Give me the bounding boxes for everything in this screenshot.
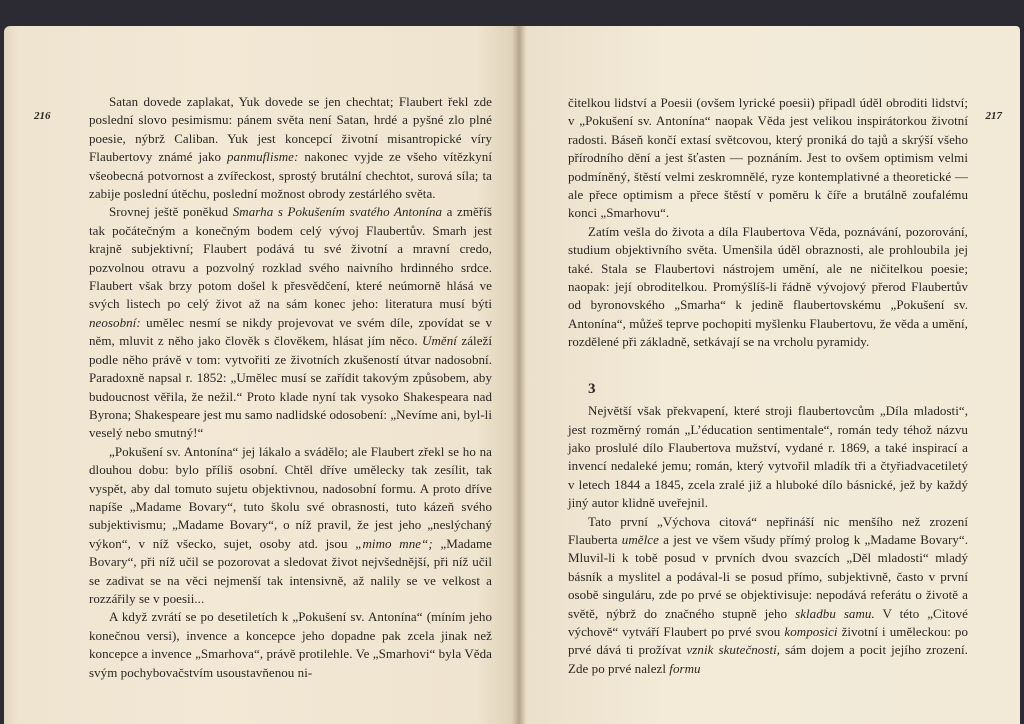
open-book <box>4 26 1020 724</box>
right-page-text <box>568 94 968 678</box>
left-page <box>4 26 518 724</box>
paragraph: Srovnej ještě poněkud Smarha s Pokušením svatého Antonína a změříš tak počátečným a konečným bodem celý vývoj Flaubertův. Smarh jest krajně subjektivní; Flaubert podává tu své životní a mravní credo, pozvolnou otravu a pozvolný rozklad svého naivního hrdinného srdce. Flaubert však brzy potom došel k přesvědčení, které neúmorně hlásá ve svých listech po celý život až na sám konec jeho: literatura musí býti neosobní: umělec nesmí se nikdy projevovat ve svém díle, zpovídat se v něm, mluvit z něho jako člověk s člověkem, hlásat jím něco. Umění záleží podle něho právě v tom: vytvořiti ze životních zkušeností útvar nadosobní. Paradoxně napsal r. 1852: „Umělec musí se zařídit takovým způsobem, aby budoucnost věřila, že nežil.“ Proto klade nyní tak vysoko Shakespeara nad Byrona; Shakespeare jest mu samo nadlidské odosobení: „Nevíme ani, byl-li veselý nebo smutný!“ <box>89 204 492 441</box>
paragraph: Satan dovede zaplakat, Yuk dovede se jen chechtat; Flaubert řekl zde poslední slovo pesimismu: pánem světa není Satan, hrdé a pyšné zlo plné poesie, nýbrž Caliban. Yuk jest koncepcí životní misantropické víry Flaubertovy známé jako panmuflisme: nakonec vyjde ze všeho vítězkyní všeobecná potvornost a zvířeckost, sprostý brutální chechtot, surová síla; ta zabije poslední útěchu, poslední možnost obrody zestárlého světa. <box>89 94 492 202</box>
paragraph: čitelkou lidství a Poesii (ovšem lyrické poesii) připadl úděl obroditi lidství; v „Pokušení sv. Antonína“ naopak Věda jest velikou inspirátorkou životní radosti. Báseň končí extasí světcovou, který proniká do tajů a skrýší všeho přírodního dění a jest šťasten — poznáním. Jest to ovšem optimism velmi podmíněný, štěstí velmi zeskromnělé, ryze kontemplativné a theoretické — ale přece optimism a přece štěstí v poměru k číře a brutálně zoufalému konci „Smarhovu“. <box>568 95 968 221</box>
left-page-text <box>89 93 492 682</box>
section-number: 3 <box>588 380 596 397</box>
paragraph: Největší však překvapení, které stroji flaubertovcům „Díla mladosti“, jest rozměrný román „L’éducation sentimentale“, román tedy téhož názvu jako proslulé dílo Flaubertova mužství, vydané r. 1869, a také inspirací a invencí nedaleké jemu; román, který vytvořil mladík tři a čtyřiadvacetiletý v letech 1844 a 1845, zcela zralé již a hluboké dílo básnické, jež by každý jiný autor klidně uveřejnil. <box>568 403 968 511</box>
page-number-left: 216 <box>34 110 51 122</box>
paragraph: Zatím vešla do života a díla Flaubertova Věda, poznávání, pozorování, studium objektivního světa. Umenšila úděl obraznosti, ale prohloubila jej také. Stala se Flaubertovi nástrojem umění, ale ne ničitelkou poesie; naopak: její obroditelkou. Promýšlíš-li řádně vývojový přerod Flaubertův od byronovského „Smarha“ k jedině flaubertovskému „Pokušení sv. Antonína“, můžeš teprve pochopiti myšlenku Flaubertovu, že věda a umění, rozdělené při základně, setkávají se na vrcholu pyramidy. <box>568 223 968 350</box>
right-page <box>518 26 1020 724</box>
paragraph: A když zvrátí se po desetiletích k „Pokušení sv. Antonína“ (míním jeho konečnou versi), invence a koncepce jeho dopadne pak zcela jinak než koncepce a invence „Smarhova“, právě protilehle. Ve „Smarhovi“ byla Věda svým pochybovačstvím usoustavňenou ni- <box>89 609 492 680</box>
page-number-right: 217 <box>985 110 1002 122</box>
paragraph: Tato první „Výchova citová“ nepřináší nic menšího než zrození Flauberta umělce a jest ve všem všudy přímý prolog k „Madame Bovary“. Mluvil-li k tobě posud v prvních dvou svazcích „Děl mladosti“ mladý básník a myslitel a podával-li se posud přímo, subjektivně, často v první osobě singuláru, zde po prvé se objektivisuje: nepodává referátu o životě a světě, nýbrž do značného stupně jeho skladbu samu. V této „Citové výchově“ vytváří Flaubert po prvé svou komposici životní i uměleckou: po prvé dává ti prožívat vznik skutečnosti, sám dojem a pocit jejího zrození. Zde po prvé nalezl formu <box>568 513 969 676</box>
book-gutter <box>512 26 526 724</box>
paragraph: „Pokušení sv. Antonína“ jej lákalo a svádělo; ale Flaubert zřekl se ho na dlouhou dobu: bylo příliš osobní. Chtěl dříve umělecky tak zesílit, tak vyspět, aby dal tomuto sujetu objektivnou, nadosobní formu. A proto dříve napíše „Madame Bovary“, tuto školu své obrasnosti, tuto kázeň svého subjektivismu; „Madame Bovary“, o níž pravil, že jest jeho „neslýchaný výkon“, v níž všecko, sujet, osoby atd. jsou „mimo mne“; „Madame Bovary“, při níž učil se pozorovat a sledovat život nejvšednější, při níž učil se zadivat se na věci nejmenší tak intensivně, až nalily se ve velkost a rozzářily se v poesii... <box>89 443 492 606</box>
